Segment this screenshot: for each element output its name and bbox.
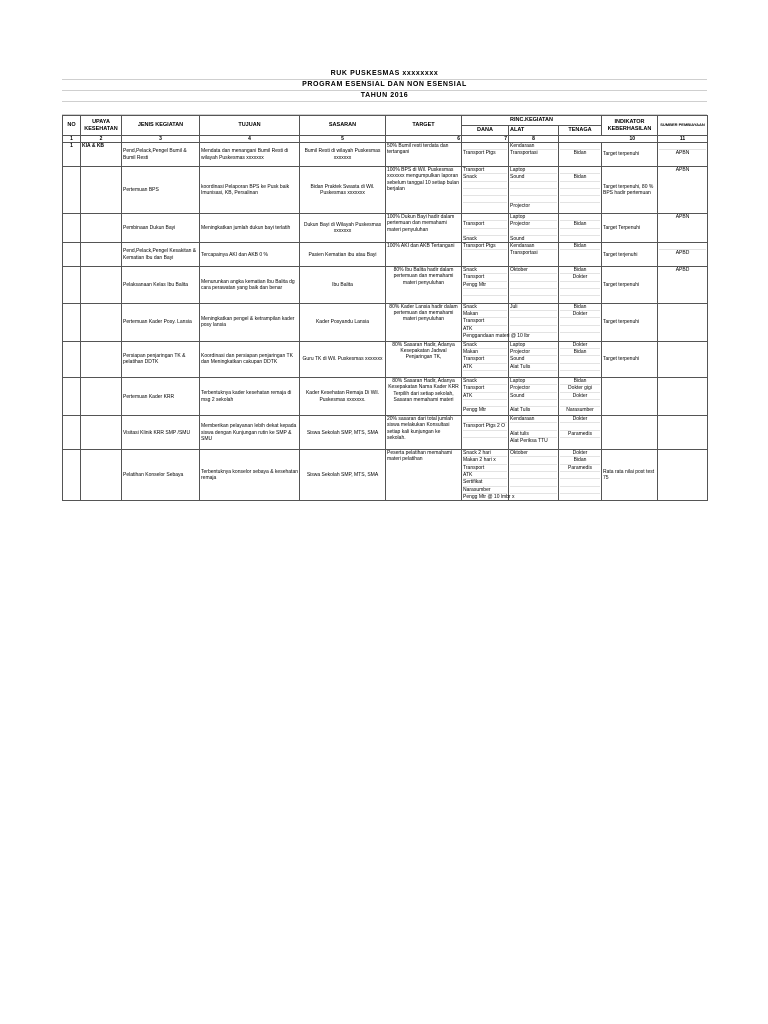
doc-title-3: TAHUN 2016 <box>62 91 707 102</box>
row-no <box>63 267 81 303</box>
row-indikator: Target terpenuhi <box>602 267 658 303</box>
row-target: Peserta pelatihan memahami materi pelatihan <box>386 450 462 501</box>
row-dana-line: Transport <box>463 318 507 325</box>
row-alat-line <box>510 289 557 296</box>
row-dana-line <box>463 203 507 209</box>
col-num: 10 <box>559 136 658 143</box>
row-jenis: Pelatihan Konselor Sebaya <box>122 450 200 501</box>
row-alat-line <box>510 494 557 500</box>
row-alat-line: Laptop <box>510 342 557 349</box>
col-num: 3 <box>122 136 200 143</box>
row-tujuan: koordinasi Pelaporan BPS ke Pusk baik Imunisasi, KB, Persalinan <box>200 167 300 214</box>
row-alat <box>509 416 559 450</box>
row-dana-line <box>463 182 507 189</box>
row-indikator: Target terpenuhi <box>602 341 658 377</box>
row-tenaga-line: Bidan <box>560 221 600 228</box>
row-upaya <box>81 243 122 267</box>
header-sasaran: SASARAN <box>300 116 386 136</box>
table-body <box>63 143 708 501</box>
row-tujuan: Menurunkan angka kematian Ibu Balita dg cara perawatan yang baik dan benar <box>200 267 300 303</box>
row-dana-line <box>463 431 507 438</box>
row-tenaga-line <box>560 318 600 325</box>
row-tenaga <box>559 214 602 243</box>
row-alat-line: Juli <box>510 304 557 311</box>
row-tenaga-line <box>560 423 600 430</box>
row-tenaga-line: Bidan <box>560 457 600 464</box>
row-no: 1 <box>63 143 81 167</box>
row-dana-line: ATK <box>463 326 507 333</box>
row-tenaga <box>559 378 602 416</box>
header-indikator: INDIKATOR KEBERHASILAN <box>602 116 658 136</box>
header-no: NO <box>63 116 81 136</box>
row-tujuan: Meningkatkan jumlah dukun bayi terlatih <box>200 214 300 243</box>
row-tenaga-line: Bidan <box>560 243 600 250</box>
row-dana <box>462 416 509 450</box>
row-sumber <box>658 167 708 214</box>
row-alat <box>509 341 559 377</box>
row-no <box>63 450 81 501</box>
row-sumber-line <box>659 143 706 150</box>
row-tenaga-line: Dokter gigi <box>560 385 600 392</box>
row-upaya <box>81 267 122 303</box>
row-tenaga-line: Bidan <box>560 349 600 356</box>
column-number-row <box>63 136 708 143</box>
row-tenaga-line: Dokter <box>560 311 600 318</box>
row-alat-line: Projector <box>510 385 557 392</box>
row-alat-line <box>510 326 557 333</box>
row-target: 80% Ibu Balita hadir dalam pertemuan dan memahami materi penyuluhan <box>386 267 462 303</box>
row-alat-line <box>510 457 557 464</box>
row-tenaga-line <box>560 487 600 494</box>
row-tenaga <box>559 143 602 167</box>
doc-title-1: RUK PUSKESMAS xxxxxxxx <box>62 69 707 80</box>
row-no <box>63 416 81 450</box>
row-tenaga-line <box>560 364 600 371</box>
row-alat-line <box>510 487 557 494</box>
row-dana-line <box>463 296 507 302</box>
row-tenaga <box>559 167 602 214</box>
row-alat <box>509 267 559 303</box>
row-sumber <box>658 143 708 167</box>
row-alat-line <box>510 465 557 472</box>
header-jenis: JENIS KEGIATAN <box>122 116 200 136</box>
row-tenaga-line: Dokter <box>560 274 600 281</box>
header-sumber: SUMBER PEMBIAYAAN <box>658 116 708 136</box>
row-dana-line <box>463 371 507 377</box>
row-tenaga-line <box>560 167 600 174</box>
row-jenis: Pend,Pelack,Pengel Kesakitan & Kematian Ibu dan Bayi <box>122 243 200 267</box>
row-upaya <box>81 341 122 377</box>
spacer-row <box>62 102 707 115</box>
row-dana-line: Pengg Mtr @ 10 lmbr x <box>463 493 515 500</box>
row-sumber-line <box>659 342 706 348</box>
row-indikator: Target Terpenuhi <box>602 214 658 243</box>
row-dana <box>462 450 515 501</box>
row-sumber-line <box>659 304 706 310</box>
row-target: 80% Kader Lansia hadir dalam pertemuan dan memahami materi penyuluhan <box>386 303 462 341</box>
table-row <box>63 303 708 341</box>
row-alat <box>509 214 559 243</box>
row-alat-line: Kendaraan <box>510 416 557 423</box>
row-target: 80% Sasaran Hadir, Adanya Kesepakatan Jadwal Penjaringan TK, <box>386 341 462 377</box>
row-sasaran: Pasien Kematian ibu atau Bayi <box>300 243 386 267</box>
header-tenaga: TENAGA <box>559 126 602 136</box>
table-row <box>63 143 708 167</box>
row-sasaran: Guru TK di Wil. Puskesmas xxxxxxx <box>300 341 386 377</box>
row-no <box>63 341 81 377</box>
row-upaya: KIA & KB <box>81 143 122 167</box>
row-dana-line: Narasumber <box>463 487 507 494</box>
table-row <box>63 214 708 243</box>
row-dana-line: Pengg Mtr <box>463 407 487 414</box>
row-dana-line: Snack 2 hari <box>463 450 507 457</box>
row-dana-line: Snack <box>463 235 477 242</box>
row-tenaga-line: Dokter <box>560 393 600 400</box>
row-upaya <box>81 378 122 416</box>
table-row <box>63 267 708 303</box>
row-tenaga-line: Paramedis <box>560 465 600 472</box>
row-tenaga-line <box>560 289 600 296</box>
row-alat-line <box>510 189 557 196</box>
row-alat-line: Transportasi <box>510 250 538 257</box>
row-target: 20% sasaran dari total jumlah siswa melakukan Konsultasi setiap kali kunjungan ke sekolah. <box>386 416 462 450</box>
col-num: 6 <box>386 136 462 143</box>
row-upaya <box>81 303 122 341</box>
row-dana-line: Sertifikat <box>463 479 507 486</box>
row-alat-line: Projector <box>510 203 531 210</box>
col-num: 7 <box>462 136 509 143</box>
row-alat-line <box>510 472 557 479</box>
row-jenis: Pelaksanaan Kelas Ibu Balita <box>122 267 200 303</box>
row-tenaga-line <box>560 400 600 407</box>
row-indikator: Target terpenuhi <box>602 143 658 167</box>
row-dana-line <box>463 196 507 203</box>
row-sumber-line <box>659 416 706 422</box>
row-dana-line <box>463 438 507 444</box>
col-num: 5 <box>300 136 386 143</box>
row-alat-line: Sound <box>510 356 557 363</box>
row-alat-line: Laptop <box>510 214 557 221</box>
row-dana-line: Transport <box>463 167 507 174</box>
row-alat-line <box>510 423 557 430</box>
col-num: 1 <box>63 136 81 143</box>
table-row <box>63 378 708 416</box>
row-tenaga-line <box>560 229 600 236</box>
row-alat-line: Alat Periksa TTU <box>510 438 548 445</box>
row-alat-line <box>510 296 557 302</box>
row-sumber <box>658 214 708 243</box>
col-num: 11 <box>658 136 708 143</box>
spreadsheet <box>62 69 707 501</box>
row-dana-line: Snack <box>463 378 507 385</box>
row-upaya <box>81 416 122 450</box>
row-jenis: Pembinaan Dukun Bayi <box>122 214 200 243</box>
row-dana-line <box>463 289 507 296</box>
row-tenaga <box>559 303 602 341</box>
table-row <box>63 167 708 214</box>
row-alat-line: Oktober <box>510 267 557 274</box>
row-no <box>63 378 81 416</box>
row-tujuan: Mendata dan menangani Bumil Resti di wilayah Puskesmas xxxxxxx <box>200 143 300 167</box>
row-sasaran: Bumil Resti di wilayah Puskesmas xxxxxxx <box>300 143 386 167</box>
row-sumber-line: APBN <box>675 150 690 157</box>
row-jenis: Pend,Pelack,Pengel Bumil & Bumil Resti <box>122 143 200 167</box>
row-sasaran: Bidan Praktek Swasta di Wil. Puskesmas xxxxxxx <box>300 167 386 214</box>
row-tujuan: Terbentuknya kader kesehatan remaja di msg 2 sekolah <box>200 378 300 416</box>
row-tenaga <box>559 341 602 377</box>
row-tujuan: Tercapainya AKI dan AKB 0 % <box>200 243 300 267</box>
row-jenis: Persiapan penjaringan TK & pelatihan DDTK <box>122 341 200 377</box>
row-sasaran: Dukun Bayi di Wilayah Puskesmas xxxxxxx <box>300 214 386 243</box>
row-alat-line <box>510 229 557 236</box>
row-tenaga-line <box>560 494 600 500</box>
row-no <box>63 214 81 243</box>
row-dana <box>462 341 509 377</box>
header-tujuan: TUJUAN <box>200 116 300 136</box>
row-tenaga <box>559 450 602 501</box>
row-target: 100% Dukun Bayi hadir dalam pertemuan dan memahami materi penyuluhan <box>386 214 462 243</box>
row-dana-line: Snack <box>463 174 507 181</box>
row-alat-line <box>510 371 557 377</box>
row-sumber-line: APBN <box>675 167 690 173</box>
row-dana <box>462 378 509 416</box>
ruk-table <box>62 115 708 501</box>
row-sumber-line <box>659 243 706 250</box>
row-dana-line <box>463 250 507 256</box>
row-tenaga-line: Bidan <box>560 378 600 385</box>
row-tenaga <box>559 243 602 267</box>
row-tujuan: Memberikan pelayanan lebih dekat kepada siswa dengan Kunjungan rutin ke SMP & SMU <box>200 416 300 450</box>
row-alat-line <box>510 479 557 486</box>
row-tenaga-line <box>560 479 600 486</box>
header-alat: ALAT <box>509 126 559 136</box>
row-target: 80% Sasaran Hadir, Adanya Kesepakatan Nama Kader KRR Terpilih dari setiap sekolah, Sasaran memahami materi <box>386 378 462 416</box>
row-alat-line: Transportasi <box>510 150 538 157</box>
row-tenaga-line: Dokter <box>560 450 600 457</box>
row-dana-line <box>463 214 507 221</box>
row-dana-line <box>463 189 507 196</box>
row-alat <box>509 243 559 267</box>
row-tenaga-line <box>560 282 600 289</box>
row-alat-line <box>510 318 557 325</box>
row-sasaran: Kader Posyandu Lansia <box>300 303 386 341</box>
row-sumber-line: APBD <box>675 267 690 274</box>
row-dana-line: Penggandaan materi @ 10 lbr <box>463 332 530 339</box>
row-dana <box>462 214 509 243</box>
row-dana-line <box>463 143 507 150</box>
row-dana-line: Transport Ptgs <box>463 243 507 250</box>
row-dana <box>462 167 509 214</box>
row-sumber <box>658 450 708 501</box>
row-indikator <box>602 378 658 416</box>
row-sumber <box>658 243 708 267</box>
row-alat-line: Kendaraan <box>510 143 557 150</box>
row-sumber <box>658 303 708 341</box>
row-no <box>63 167 81 214</box>
row-no <box>63 303 81 341</box>
row-dana-line: Transport Ptgs <box>463 150 496 157</box>
row-alat-line: Alat Tulis <box>510 407 531 414</box>
row-no <box>63 243 81 267</box>
row-target: 100% BPS di Wil. Puskesmas xxxxxxx mengumpulkan laporan sebelum tanggal 10 setiap bulan berjalan <box>386 167 462 214</box>
row-dana-line: ATK <box>463 393 507 400</box>
row-sasaran: Ibu Balita <box>300 267 386 303</box>
row-dana-line: Transport Ptgs 2 O <box>463 423 506 430</box>
row-dana <box>462 267 509 303</box>
row-alat-line: Sound <box>510 174 557 181</box>
row-tenaga-line: Narasumber <box>566 407 594 414</box>
row-alat-line: Kendaraan <box>510 243 557 250</box>
row-alat-line <box>510 282 557 289</box>
row-jenis: Pertemuan Kader KRR <box>122 378 200 416</box>
row-sasaran: Siswa Sekolah SMP, MTS, SMA <box>300 450 386 501</box>
row-alat-line: Laptop <box>510 167 557 174</box>
row-alat-line <box>510 274 557 281</box>
row-tenaga-line <box>560 296 600 302</box>
col-num: 8 <box>509 136 559 143</box>
row-dana-line: Makan <box>463 311 507 318</box>
row-tujuan: Meningkatkan pengel & ketrampilan kader posy lansia <box>200 303 300 341</box>
doc-title-2: PROGRAM ESENSIAL DAN NON ESENSIAL <box>62 80 707 91</box>
header-rinc: RINC.KEGIATAN <box>462 116 602 126</box>
row-tenaga-line <box>560 196 600 203</box>
row-tenaga-line <box>560 472 600 479</box>
row-tenaga-line: Paramedis <box>560 431 600 438</box>
row-dana <box>462 243 509 267</box>
row-indikator: Target terpenuhi <box>602 303 658 341</box>
row-tenaga <box>559 416 602 450</box>
row-dana-line: ATK <box>463 472 507 479</box>
row-tenaga-line: Bidan <box>560 174 600 181</box>
row-dana-line: Snack <box>463 342 507 349</box>
row-dana-line: Snack <box>463 304 507 311</box>
row-target: 50% Bumil resti terdata dan tertangani <box>386 143 462 167</box>
row-tenaga-line <box>560 203 600 209</box>
row-dana-line: Makan <box>463 349 507 356</box>
row-dana-line <box>463 416 507 423</box>
row-tenaga-line <box>560 250 600 256</box>
row-dana-line: Transport <box>463 274 507 281</box>
row-alat <box>509 167 559 214</box>
row-target: 100% AKI dan AKB Tertangani <box>386 243 462 267</box>
row-sumber-line: APBD <box>675 250 690 257</box>
row-alat-line: Laptop <box>510 378 557 385</box>
row-dana-line <box>463 400 507 407</box>
row-sumber <box>658 341 708 377</box>
row-alat-line <box>510 400 557 407</box>
table-row <box>63 450 708 501</box>
row-indikator: Rata rata nilai post test 75 <box>602 450 658 501</box>
row-sumber-line: APBN <box>675 214 690 220</box>
row-sumber <box>658 416 708 450</box>
row-tenaga-line <box>560 214 600 221</box>
row-tenaga-line <box>560 326 600 333</box>
row-jenis: Visitasi Klinik KRR SMP /SMU <box>122 416 200 450</box>
row-dana-line: ATK <box>463 364 507 371</box>
header-target: TARGET <box>386 116 462 136</box>
row-tenaga-line: Bidan <box>560 267 600 274</box>
row-indikator: Target terjenuhi <box>602 243 658 267</box>
row-jenis: Pertemuan Kader Posy. Lansia <box>122 303 200 341</box>
row-jenis: Pertemuan BPS <box>122 167 200 214</box>
row-tenaga-line <box>560 438 600 444</box>
row-alat-line: Sound <box>510 393 557 400</box>
row-alat-line <box>510 196 557 203</box>
row-tenaga-line <box>560 371 600 377</box>
table-row <box>63 416 708 450</box>
row-dana-line: Snack <box>463 267 507 274</box>
row-upaya <box>81 167 122 214</box>
row-dana-line: Transport <box>463 221 507 228</box>
row-alat-line: Alat Tulis <box>510 364 557 371</box>
row-alat-line: Alat tulis <box>510 431 557 438</box>
row-alat <box>509 143 559 167</box>
row-sumber <box>658 267 708 303</box>
row-dana-line <box>463 229 507 236</box>
row-tenaga-line: Bidan <box>560 304 600 311</box>
row-sumber <box>658 378 708 416</box>
col-num: 2 <box>81 136 122 143</box>
row-upaya <box>81 450 122 501</box>
row-dana-line: Makan 2 hari x <box>463 457 507 464</box>
row-tujuan: Koordinasi dan persiapan penjaringan TK dan Meningkatkan cakupan DDTK <box>200 341 300 377</box>
row-alat <box>509 378 559 416</box>
row-dana-line: Transport <box>463 356 507 363</box>
row-dana-line: Pengg Mtr <box>463 282 507 289</box>
row-dana-line: Transport <box>463 385 507 392</box>
row-tenaga-line <box>560 182 600 189</box>
row-indikator: Target terpenuhi, 80 % BPS hadir pertemuan <box>602 167 658 214</box>
header-upaya: UPAYA KESEHATAN <box>81 116 122 136</box>
row-tenaga-line <box>560 143 600 150</box>
row-sumber-line <box>659 378 706 384</box>
row-dana-line: Transport <box>463 465 507 472</box>
row-tujuan: Terbentuknya konselor sebaya & kesehatan remaja <box>200 450 300 501</box>
row-alat-line <box>510 311 557 318</box>
row-upaya <box>81 214 122 243</box>
row-tenaga-line <box>560 356 600 363</box>
row-sasaran: Siswa Sekolah SMP, MTS, SMA <box>300 416 386 450</box>
row-alat-line: Oktober <box>510 450 557 457</box>
row-sasaran: Kader Kesehatan Remaja Di Wil. Puskesmas xxxxxxx. <box>300 378 386 416</box>
row-tenaga-line: Dokter <box>560 342 600 349</box>
table-row <box>63 341 708 377</box>
row-alat <box>509 450 559 501</box>
row-indikator <box>602 416 658 450</box>
header-dana: DANA <box>462 126 509 136</box>
row-tenaga-line: Bidan <box>573 150 587 157</box>
col-num: 4 <box>200 136 300 143</box>
row-sumber-line <box>659 450 706 456</box>
row-tenaga-line: Dokter <box>560 416 600 423</box>
row-tenaga <box>559 267 602 303</box>
row-dana <box>462 143 509 167</box>
row-tenaga-line <box>560 189 600 196</box>
table-row <box>63 243 708 267</box>
row-tenaga-line <box>560 236 600 242</box>
row-alat-line: Projector <box>510 349 557 356</box>
row-alat-line: Projector <box>510 221 557 228</box>
row-tenaga-line <box>560 333 600 339</box>
row-alat-line <box>510 182 557 189</box>
row-alat-line: Sound <box>510 235 525 242</box>
